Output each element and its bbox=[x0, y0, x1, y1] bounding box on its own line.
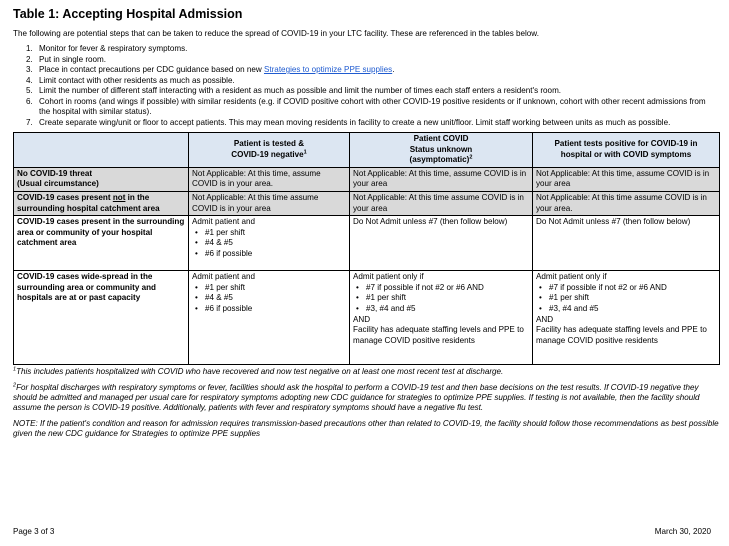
row-label: COVID-19 cases present in the surrounding area or community of your hospital catchment area bbox=[14, 216, 189, 271]
footnote-2: $^2$For hospital discharges with respiratory symptoms or fever, facilities should ask the hospital to perform a COVID-19 test and then base decisions on the test results. If COVID-19 negative they should be admitted and managed per usual care for respiratory symptoms adopting new CDC guidance for strategies to optimize PPE supplies. If testing is not available, then the facility should assume the person is COVID-19 positive. Additionally, patients with fever and respiratory symptoms should have a negative flu test. bbox=[13, 382, 700, 413]
table-row bbox=[14, 216, 720, 271]
table-cell: Not Applicable: At this time assume COVID is in your area bbox=[189, 191, 350, 215]
header-empty bbox=[14, 133, 189, 168]
table-row bbox=[14, 191, 720, 215]
page-number: Page 3 of 3 bbox=[13, 527, 55, 536]
row-label: No COVID-19 threat (Usual circumstance) bbox=[14, 167, 189, 191]
step-item bbox=[35, 76, 719, 87]
table-cell: Not Applicable: At this time assume COVID is in your area. bbox=[533, 191, 720, 215]
step-text: Put in single room. bbox=[39, 54, 107, 64]
step-item bbox=[35, 86, 719, 97]
header-tests-positive: Patient tests positive for COVID-19 in hospital or with COVID symptoms bbox=[533, 133, 720, 168]
step-text: Place in contact precautions per CDC guidance based on new bbox=[39, 65, 264, 74]
table-cell: Admit patient and • #1 per shift • #4 & #5 • #6 if possible bbox=[189, 216, 350, 271]
table-title: Table 1: Accepting Hospital Admission bbox=[13, 7, 243, 21]
table-cell: Do Not Admit unless #7 (then follow below) bbox=[533, 216, 720, 271]
step-item bbox=[35, 65, 719, 76]
table-cell: Admit patient only if • #7 if possible if not #2 or #6 AND • #1 per shift • #3, #4 and #5 AND Facility has adequate staffing levels and PPE to manage COVID positive residents bbox=[350, 271, 533, 365]
step-item bbox=[35, 118, 719, 129]
table-cell: Not Applicable: At this time, assume COVID is in your area bbox=[533, 167, 720, 191]
step-text: Limit contact with other residents as much as possible. bbox=[39, 75, 235, 85]
table-cell: Not Applicable: At this time assume COVID is in your area bbox=[350, 191, 533, 215]
step-text: . bbox=[392, 65, 395, 74]
table-cell: Not Applicable: At this time, assume COVID is in your area bbox=[350, 167, 533, 191]
step-text: Monitor for fever & respiratory symptoms. bbox=[39, 44, 188, 53]
step-item bbox=[35, 97, 719, 118]
ppe-strategies-link[interactable]: Strategies to optimize PPE supplies bbox=[263, 65, 393, 74]
step-text: Create separate wing/unit or floor to accept patients. This may mean moving residents in facility to create a new unit/floor. Limit staff working between units as much as possible. bbox=[39, 117, 671, 127]
note-paragraph: NOTE: If the patient's condition and reason for admission requires transmission-based precautions other than related to COVID-19, the facility should follow those recommendations as best possible given the new CDC guidance for Strategies to optimize PPE supplies bbox=[13, 419, 719, 439]
footer-date: March 30, 2020 bbox=[654, 527, 711, 536]
table-cell: Admit patient only if • #7 if possible if not #2 or #6 AND • #1 per shift • #3, #4 and #5 AND Facility has adequate staffing levels and PPE to manage COVID positive residents bbox=[533, 271, 720, 365]
table-cell: Not Applicable: At this time, assume COVID is in your area. bbox=[189, 167, 350, 191]
table-header-row bbox=[14, 133, 720, 168]
step-text: Cohort in rooms (and wings if possible) with similar residents (e.g. if COVID positive cohort with other COVID-19 positive residents or if unknown, cohort with other recent admissions from the hospital with similar status). bbox=[39, 96, 706, 116]
row-label: COVID-19 cases present not in the surrounding hospital catchment area bbox=[14, 191, 189, 215]
table-cell: Do Not Admit unless #7 (then follow below) bbox=[350, 216, 533, 271]
admission-table bbox=[13, 132, 720, 365]
document-page bbox=[13, 0, 719, 439]
table-row bbox=[14, 271, 720, 365]
footnote-1: $^1$This includes patients hospitalized with COVID who have recovered and now test negative on at least one most recent test at discharge. bbox=[13, 366, 504, 377]
row-label: COVID-19 cases wide-spread in the surrounding area or community and hospitals are at or past capacity bbox=[14, 271, 189, 365]
header-status-unknown: Patient COVID Status unknown (asymptomatic)$^2$ bbox=[350, 133, 533, 168]
table-row bbox=[14, 167, 720, 191]
step-item bbox=[35, 44, 719, 55]
step-item bbox=[35, 55, 719, 66]
steps-list bbox=[13, 44, 719, 128]
header-tested-negative: Patient is tested & COVID-19 negative$^1$ bbox=[189, 133, 350, 168]
step-text: Limit the number of different staff interacting with a resident as much as possible and limit the number of times each staff enters a resident's room. bbox=[39, 86, 562, 95]
intro-paragraph: The following are potential steps that can be taken to reduce the spread of COVID-19 in your LTC facility. These are referenced in the tables below. bbox=[13, 29, 539, 38]
table-cell: Admit patient and • #1 per shift • #4 & #5 • #6 if possible bbox=[189, 271, 350, 365]
